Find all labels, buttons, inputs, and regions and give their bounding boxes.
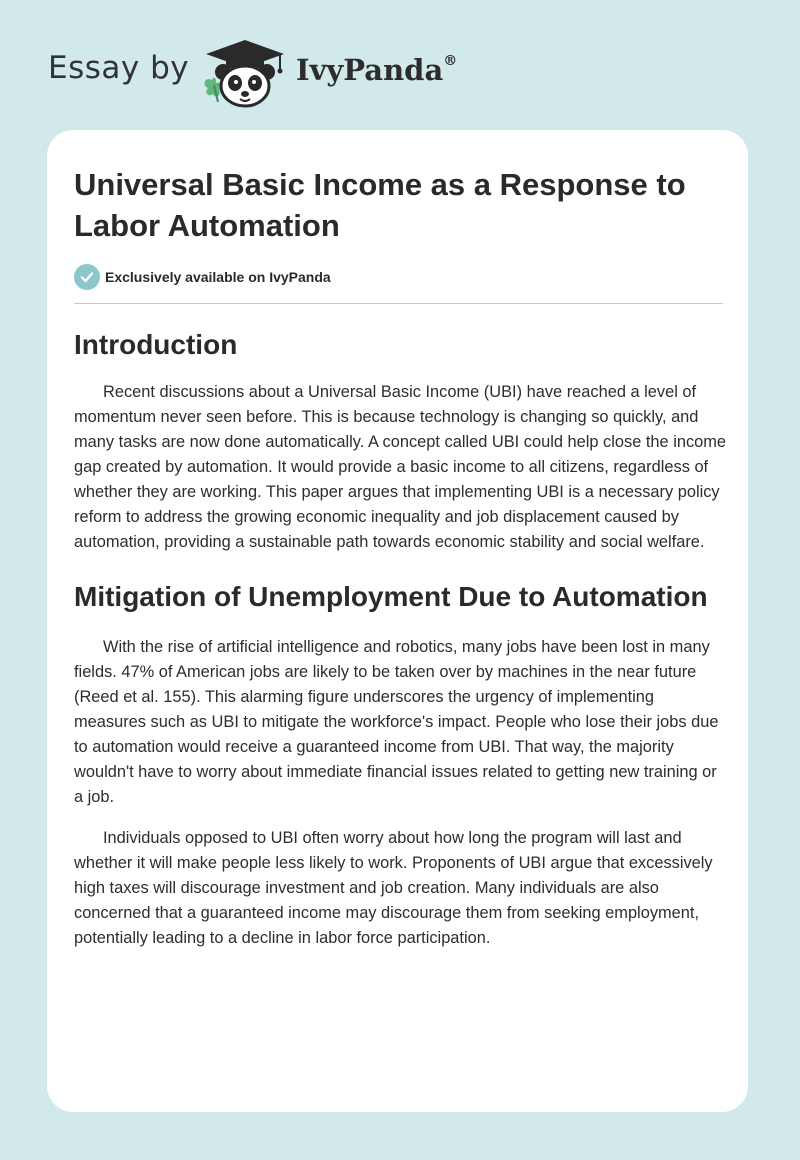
paragraph: Recent discussions about a Universal Basic Income (UBI) have reached a level of momentum never seen before. This is because technology is changing so quickly, and many tasks are now done automatically. A concept called UBI could help close the income gap created by automation. It would provide a basic income to all citizens, regardless of whether they are working. This paper argues that implementing UBI is a necessary policy reform to address the growing economic inequality and job displacement caused by automation, providing a sustainable path towards economic stability and social welfare. bbox=[74, 383, 727, 551]
paragraph: With the rise of artificial intelligence and robotics, many jobs have been lost in many fields. 47% of American jobs are likely to be taken over by machines in the near future (Reed et al. 155). This alarming figure underscores the urgency of implementing measures such as UBI to mitigate the workforce's impact. People who lose their jobs due to automation would receive a guaranteed income from UBI. That way, the majority wouldn't have to worry about immediate financial issues related to getting new training or a job. bbox=[74, 638, 719, 806]
section-heading-mitigation: Mitigation of Unemployment Due to Automation bbox=[74, 581, 708, 612]
essay-by-label: Essay by bbox=[48, 50, 190, 86]
registered-mark: ® bbox=[443, 53, 458, 70]
brand-text: IvyPanda bbox=[296, 53, 444, 87]
checkmark-icon bbox=[74, 264, 100, 290]
brand-name[interactable] bbox=[296, 53, 457, 87]
panda-graduate-icon[interactable] bbox=[200, 36, 290, 108]
paragraph: Individuals opposed to UBI often worry about how long the program will last and whether it will make people less likely to work. Proponents of UBI argue that excessively high taxes will discourage investment and job creation. Many individuals are also concerned that a guaranteed income may discourage them from seeking employment, potentially leading to a decline in labor force participation. bbox=[74, 829, 713, 947]
exclusive-badge bbox=[74, 264, 331, 290]
divider bbox=[74, 303, 723, 304]
exclusive-badge-label: Exclusively available on IvyPanda bbox=[105, 269, 331, 285]
essay-body bbox=[74, 320, 729, 951]
essay-card bbox=[47, 130, 748, 1112]
essay-title: Universal Basic Income as a Response to Labor Automation bbox=[74, 167, 686, 243]
ivy-leaf-icon bbox=[205, 78, 222, 102]
site-header bbox=[0, 0, 800, 130]
section-heading-introduction: Introduction bbox=[74, 329, 238, 360]
